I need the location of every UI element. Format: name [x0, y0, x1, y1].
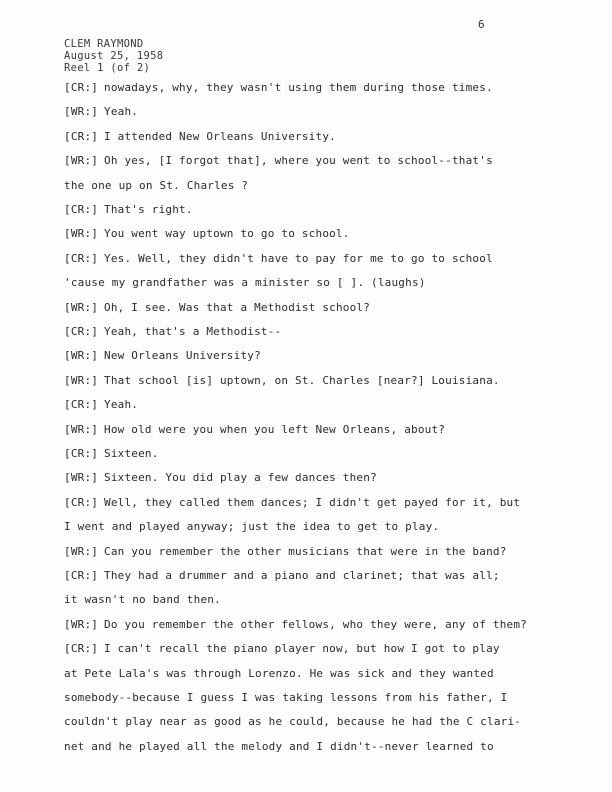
speaker-label: [CR:] [64, 447, 99, 460]
line-text: couldn't play near as good as he could, because he had the C clari- [64, 715, 522, 728]
transcript-line [64, 227, 350, 240]
line-text: Well, they called them dances; I didn't get payed for it, but [104, 496, 521, 509]
speaker-label: [CR:] [64, 130, 99, 143]
transcript-line [64, 496, 520, 509]
transcript-line [64, 105, 138, 118]
line-text: it wasn't no band then. [64, 593, 221, 606]
line-text: net and he played all the melody and I didn't--never learned to [64, 740, 494, 753]
speaker-label: [WR:] [64, 471, 99, 484]
transcript-line [64, 642, 500, 655]
transcript-line [64, 252, 493, 265]
speaker-label: [CR:] [64, 203, 99, 216]
line-text: That's right. [104, 203, 193, 216]
line-text: I attended New Orleans University. [104, 130, 336, 143]
speaker-label: [WR:] [64, 154, 99, 167]
speaker-label: [WR:] [64, 423, 99, 436]
speaker-label: [CR:] [64, 398, 99, 411]
page-number: 6 [478, 18, 485, 31]
line-text: Yes. Well, they didn't have to pay for me to go to school [104, 252, 493, 265]
transcript-line [64, 715, 521, 728]
line-text: Sixteen. [104, 447, 159, 460]
line-text: Yeah, that's a Methodist-- [104, 325, 282, 338]
transcript-line [64, 618, 527, 631]
transcript-header [64, 38, 163, 74]
transcript-line [64, 130, 336, 143]
speaker-label: [WR:] [64, 227, 99, 240]
transcript-line [64, 203, 193, 216]
transcript-line [64, 276, 426, 289]
line-text: Oh yes, [I forgot that], where you went to school--that's [104, 154, 493, 167]
transcript-line [64, 593, 221, 606]
line-text: somebody--because I guess I was taking lessons from his father, I [64, 691, 508, 704]
line-text: New Orleans University? [104, 349, 261, 362]
speaker-label: [CR:] [64, 569, 99, 582]
speaker-label: [CR:] [64, 496, 99, 509]
transcript-line [64, 154, 493, 167]
transcript-line [64, 667, 494, 680]
line-text: I can't recall the piano player now, but how I got to play [104, 642, 500, 655]
speaker-label: [WR:] [64, 545, 99, 558]
transcript-line [64, 471, 377, 484]
interview-date: August 25, 1958 [64, 50, 164, 62]
speaker-label: [WR:] [64, 105, 99, 118]
speaker-label: [WR:] [64, 349, 99, 362]
line-text: Sixteen. You did play a few dances then? [104, 471, 377, 484]
line-text: They had a drummer and a piano and clarinet; that was all; [104, 569, 500, 582]
speaker-label: [CR:] [64, 81, 99, 94]
line-text: You went way uptown to go to school. [104, 227, 350, 240]
speaker-label: [CR:] [64, 325, 99, 338]
line-text: How old were you when you left New Orleans, about? [104, 423, 446, 436]
line-text: Oh, I see. Was that a Methodist school? [104, 301, 371, 314]
transcript-line [64, 374, 500, 387]
transcript-line [64, 691, 507, 704]
transcript-line [64, 325, 281, 338]
line-text: I went and played anyway; just the idea to get to play. [64, 520, 440, 533]
transcript-line [64, 301, 370, 314]
reel-label: Reel 1 (of 2) [64, 62, 151, 74]
interviewee-name: CLEM RAYMOND [64, 38, 144, 50]
transcript-line [64, 545, 507, 558]
line-text: at Pete Lala's was through Lorenzo. He was sick and they wanted [64, 667, 494, 680]
line-text: Yeah. [104, 105, 139, 118]
line-text: Do you remember the other fellows, who they were, any of them? [104, 618, 527, 631]
speaker-label: [WR:] [64, 301, 99, 314]
transcript-line [64, 569, 500, 582]
speaker-label: [CR:] [64, 252, 99, 265]
transcript-line [64, 520, 439, 533]
transcript-line [64, 179, 248, 192]
speaker-label: [WR:] [64, 618, 99, 631]
line-text: That school [is] uptown, on St. Charles [near?] Louisiana. [104, 374, 500, 387]
line-text: 'cause my grandfather was a minister so [ ]. (laughs) [64, 276, 426, 289]
speaker-label: [CR:] [64, 642, 99, 655]
transcript-line [64, 398, 138, 411]
line-text: the one up on St. Charles ? [64, 179, 249, 192]
transcript-line [64, 81, 493, 94]
transcript-line [64, 349, 261, 362]
line-text: nowadays, why, they wasn't using them during those times. [104, 81, 493, 94]
speaker-label: [WR:] [64, 374, 99, 387]
line-text: Can you remember the other musicians that were in the band? [104, 545, 507, 558]
line-text: Yeah. [104, 398, 139, 411]
transcript-line [64, 447, 159, 460]
transcript-line [64, 423, 445, 436]
transcript-line [64, 740, 494, 753]
